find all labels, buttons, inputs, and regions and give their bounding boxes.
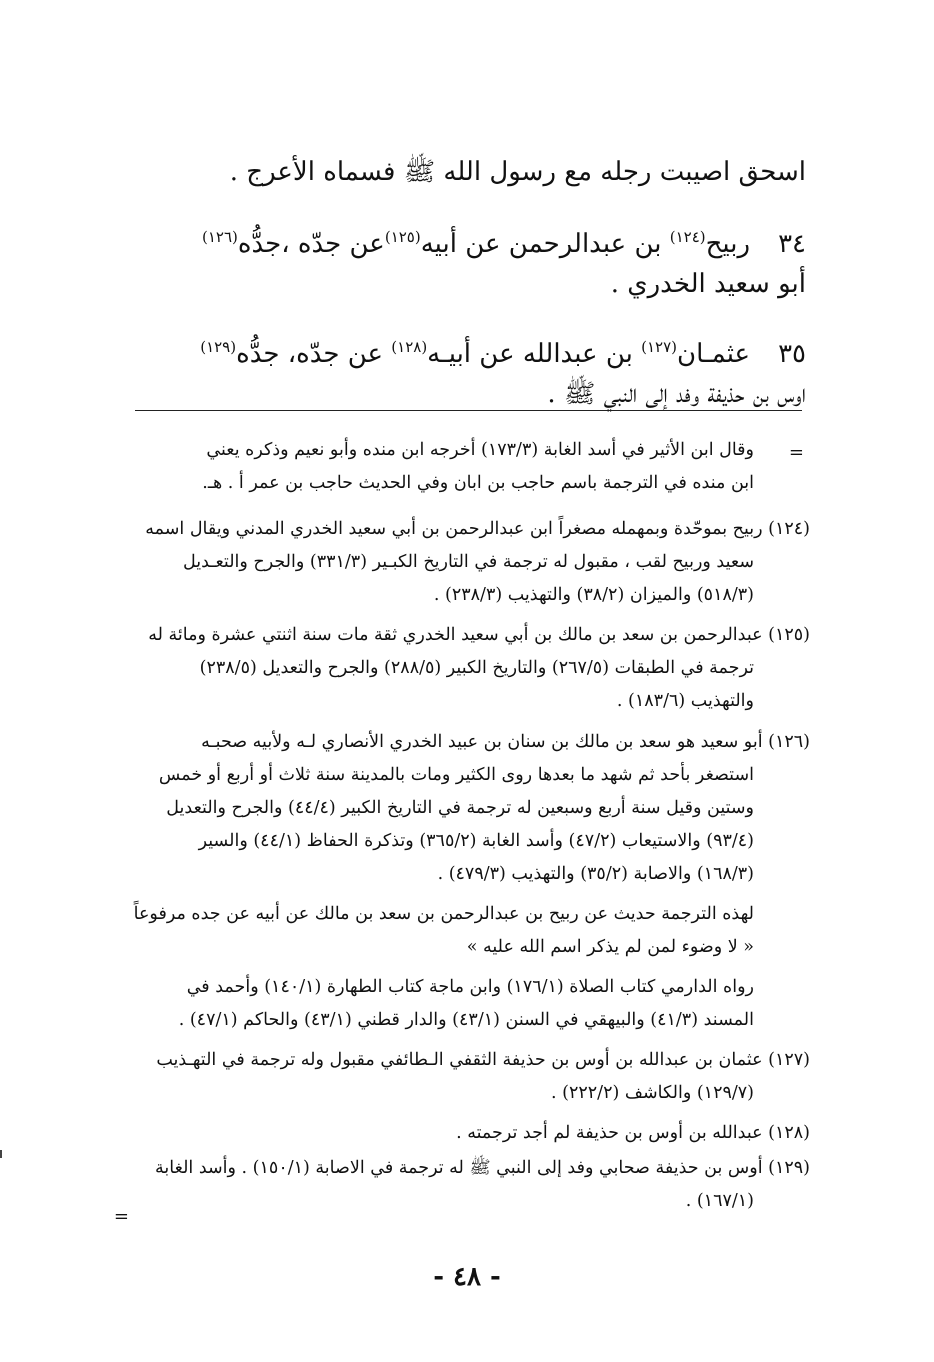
footnote-124-line: (١٢٤) ربيح بموحّدة وبمهمله مصغراً ابن عبدالرحمن بن أبي سعيد الخدري المدني ويقال اسمه bbox=[145, 519, 810, 539]
entry-35-line-2: اوس بن حذيفة وفد إلى النبي ﷺ . bbox=[547, 379, 806, 409]
footnote-126-line: رواه الدارمي كتاب الصلاة (١٧٦/١) وابن ماجة كتاب الطهارة (١٤٠/١) وأحمد في bbox=[186, 977, 754, 997]
footnote-127-line: (١٢٧) عثمان بن عبدالله بن أوس بن حذيفة الثقفي الـطائفي مقبول وله ترجمة في التهـذيب bbox=[156, 1050, 810, 1070]
footnote-125-line: (١٢٥) عبدالرحمن بن سعد بن مالك بن أبي سعيد الخدري ثقة مات سنة اثنتي عشرة ومائة له bbox=[148, 625, 810, 645]
footnote-126-line: (٩٣/٤) والاستيعاب (٤٧/٢) وأسد الغابة (٣٦٥/٢) وتذكرة الحفاظ (٤٤/١) والسير bbox=[198, 831, 754, 851]
entry-35-number: ٣٥ bbox=[778, 339, 806, 369]
page-number: - ٤٨ - bbox=[433, 1262, 501, 1292]
footnote-126-line: استصغر بأحد ثم شهد ما بعدها روى الكثير ومات بالمدينة سنة ثلاث أو أربع أو خمس bbox=[158, 765, 754, 785]
scan-margin-mark bbox=[0, 1150, 2, 1158]
footnote-ref-126[interactable]: (١٢٦) bbox=[202, 228, 238, 246]
entry-34-number: ٣٤ bbox=[778, 229, 806, 259]
entry-35-word-1: عثمـان bbox=[677, 339, 751, 369]
footnote-ref-125[interactable]: (١٢٥) bbox=[384, 228, 421, 246]
entry-35-line-1 bbox=[116, 325, 806, 376]
footnote-128-line: (١٢٨) عبدالله بن أوس بن حذيفة لم أجد ترجمته . bbox=[456, 1123, 810, 1143]
footnote-126-line: لهذه الترجمة حديث عن ربيح بن عبدالرحمن بن سعد بن مالك عن أبيه عن جده مرفوعاً bbox=[133, 904, 754, 924]
entry-34-word-3: عن جدّه ،جدُّه bbox=[237, 229, 385, 259]
main-text-line-1: اسحق اصيبت رجله مع رسول الله ﷺ فسماه الأعرج . bbox=[229, 157, 806, 187]
footnote-ref-129[interactable]: (١٢٩) bbox=[200, 338, 237, 356]
footnote-126-line: وستين وقيل سنة أربع وسبعين له ترجمة في التاريخ الكبير (٤٤/٤) والجرح والتعديل bbox=[166, 798, 754, 818]
footnote-126-line: المسند (٤١/٣) والبيهقي في السنن (٤٣/١) والدار قطني (٤٣/١) والحاكم (٤٧/١) . bbox=[178, 1010, 754, 1030]
footnote-ref-128[interactable]: (١٢٨) bbox=[391, 338, 428, 356]
footnote-ref-127[interactable]: (١٢٧) bbox=[641, 338, 678, 356]
continuation-mark: = bbox=[788, 442, 804, 463]
entry-34-line-2: أبو سعيد الخدري . bbox=[610, 269, 806, 299]
footnote-126-line: (١٦٨/٣) والاصابة (٣٥/٢) والتهذيب (٤٧٩/٣) . bbox=[437, 864, 754, 884]
entry-34-line-1 bbox=[116, 215, 806, 266]
footnote-129-line: (١٦٧/١) . bbox=[685, 1191, 754, 1211]
entry-35-word-2: بن عبدالله عن أبيـه bbox=[427, 339, 642, 369]
footnote-125-line: ترجمة في الطبقات (٢٦٧/٥) والتاريخ الكبير (٢٨٨/٥) والجرح والتعديل (٢٣٨/٥) bbox=[199, 658, 754, 678]
entry-34-word-1: ربيح bbox=[705, 229, 751, 259]
footnote-ref-124[interactable]: (١٢٤) bbox=[669, 228, 706, 246]
footnote-124-line: (٥١٨/٣) والميزان (٣٨/٢) والتهذيب (٢٣٨/٣) . bbox=[433, 585, 754, 605]
footnote-125-line: والتهذيب (١٨٣/٦) . bbox=[616, 691, 754, 711]
footnote-124-line: سعيد وربيح لقب ، مقبول له ترجمة في التاريخ الكبـير (٣٣١/٣) والجرح والتعـديل bbox=[183, 552, 754, 572]
footnote-126-line: « لا وضوء لمن لم يذكر اسم الله عليه » bbox=[466, 937, 754, 957]
footnote-intro-line: ابن منده في الترجمة باسم حاجب بن ابان وفي الحديث حاجب بن عمر أ . هـ. bbox=[202, 473, 754, 493]
entry-34-word-2: بن عبدالرحمن عن أبيه bbox=[420, 229, 670, 259]
footnote-129-line: (١٢٩) أوس بن حذيفة صحابي وفد إلى النبي ﷺ له ترجمة في الاصابة (١٥٠/١) . وأسد الغابة bbox=[155, 1158, 810, 1178]
entry-35-word-3: عن جدّه، جدُّه bbox=[236, 339, 392, 369]
footnote-intro-line: وقال ابن الأثير في أسد الغابة (١٧٣/٣) أخرجه ابن منده وأبو نعيم وذكره يعني bbox=[206, 440, 754, 460]
footnote-separator bbox=[135, 410, 802, 411]
footnote-127-line: (١٢٩/٧) والكاشف (٢٢٢/٢) . bbox=[551, 1083, 754, 1103]
footnote-126-line: (١٢٦) أبو سعيد هو سعد بن مالك بن سنان بن عبيد الخدري الأنصاري لـه ولأبيه صحبـه bbox=[201, 732, 810, 752]
end-continuation-mark: = bbox=[113, 1206, 129, 1227]
